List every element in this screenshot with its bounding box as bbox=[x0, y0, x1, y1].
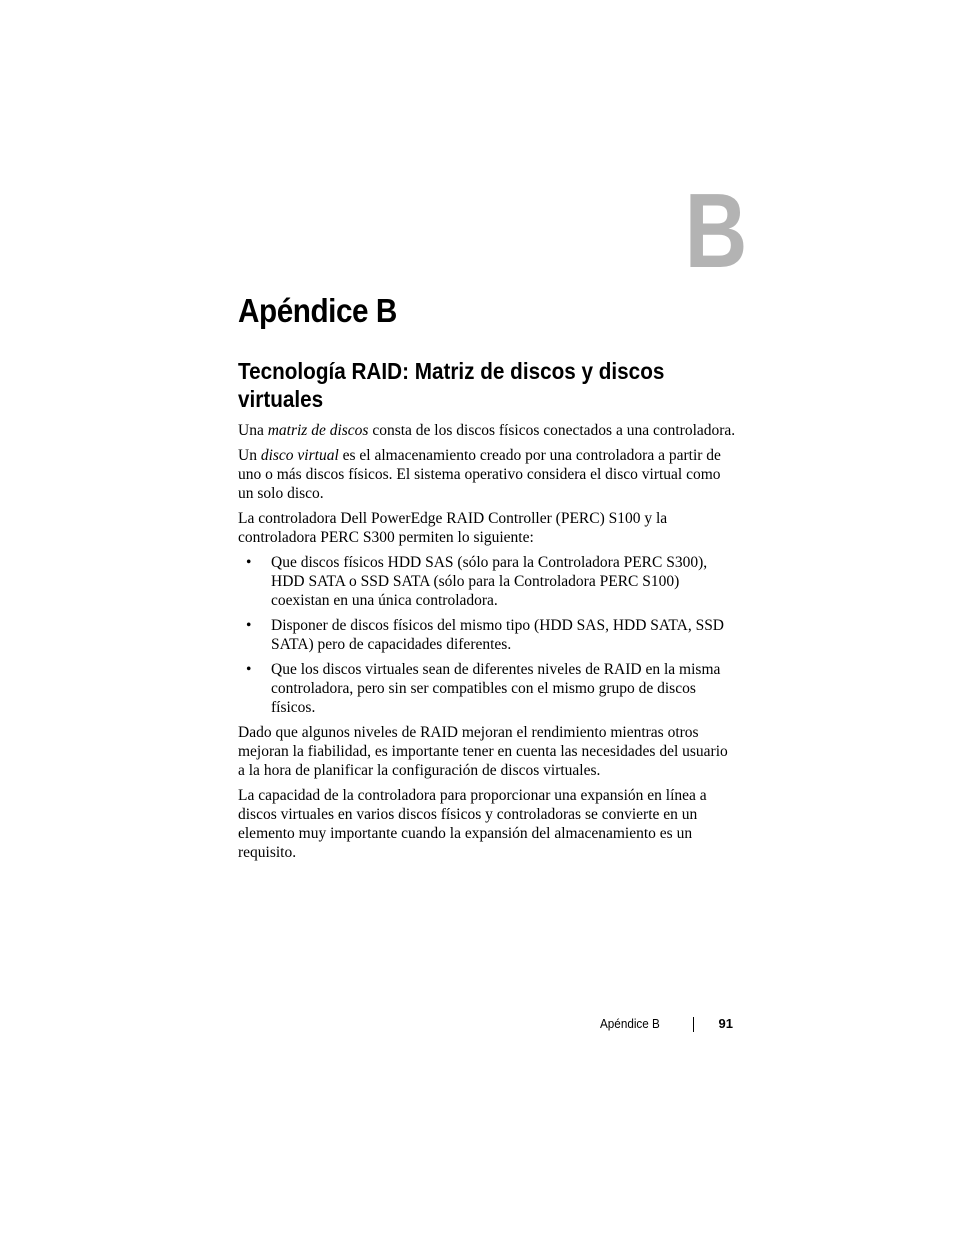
body-text bbox=[238, 421, 738, 868]
bullet-icon: • bbox=[246, 617, 252, 634]
bullet-icon: • bbox=[246, 661, 252, 678]
text: Un bbox=[238, 447, 261, 464]
chapter-letter: B bbox=[684, 172, 748, 290]
paragraph-online-expansion: La capacidad de la controladora para proporcionar una expansión en línea a discos virtuales en varios discos físicos y controladoras se convierte en un elemento muy importante cuando la expansión del almacenamiento es un requisito. bbox=[238, 787, 707, 861]
text: consta de los discos físicos conectados a una controladora. bbox=[368, 422, 736, 439]
paragraph-disk-array bbox=[238, 421, 738, 440]
footer-chapter-label: Apéndice B bbox=[600, 1016, 660, 1031]
text: Una bbox=[238, 422, 268, 439]
paragraph-virtual-disk bbox=[238, 446, 738, 503]
list-item-text: Que los discos virtuales sean de diferentes niveles de RAID en la misma controladora, pero sin ser compatibles con el mismo grupo de discos físicos. bbox=[271, 661, 721, 716]
section-title: Tecnología RAID: Matriz de discos y discos virtuales bbox=[238, 358, 665, 412]
text: es el almacenamiento creado por una controladora a partir de uno o más discos físicos. El sistema operativo considera el disco virtual como un solo disco. bbox=[238, 447, 721, 502]
list-item bbox=[238, 616, 738, 654]
chapter-title: Apéndice B bbox=[238, 292, 397, 329]
bullet-icon: • bbox=[246, 554, 252, 571]
paragraph-perc-intro: La controladora Dell PowerEdge RAID Controller (PERC) S100 y la controladora PERC S300 permiten lo siguiente: bbox=[238, 510, 668, 546]
page-number: 91 bbox=[718, 1016, 733, 1031]
term-disk-array: matriz de discos bbox=[267, 422, 369, 439]
list-item bbox=[238, 660, 738, 717]
list-item-text: Disponer de discos físicos del mismo tipo (HDD SAS, HDD SATA, SSD SATA) pero de capacidades diferentes. bbox=[271, 617, 725, 653]
list-item bbox=[238, 553, 738, 610]
list-item-text: Que discos físicos HDD SAS (sólo para la Controladora PERC S300), HDD SATA o SSD SATA (sólo para la Controladora PERC S100) coexistan en una única controladora. bbox=[271, 554, 708, 609]
term-virtual-disk: disco virtual bbox=[260, 447, 339, 464]
paragraph-raid-levels: Dado que algunos niveles de RAID mejoran el rendimiento mientras otros mejoran la fiabilidad, es importante tener en cuenta las necesidades del usuario a la hora de planificar la configuración de discos virtuales. bbox=[238, 724, 728, 779]
feature-list bbox=[238, 553, 738, 717]
page-footer bbox=[560, 1014, 735, 1034]
footer-divider bbox=[693, 1017, 694, 1032]
